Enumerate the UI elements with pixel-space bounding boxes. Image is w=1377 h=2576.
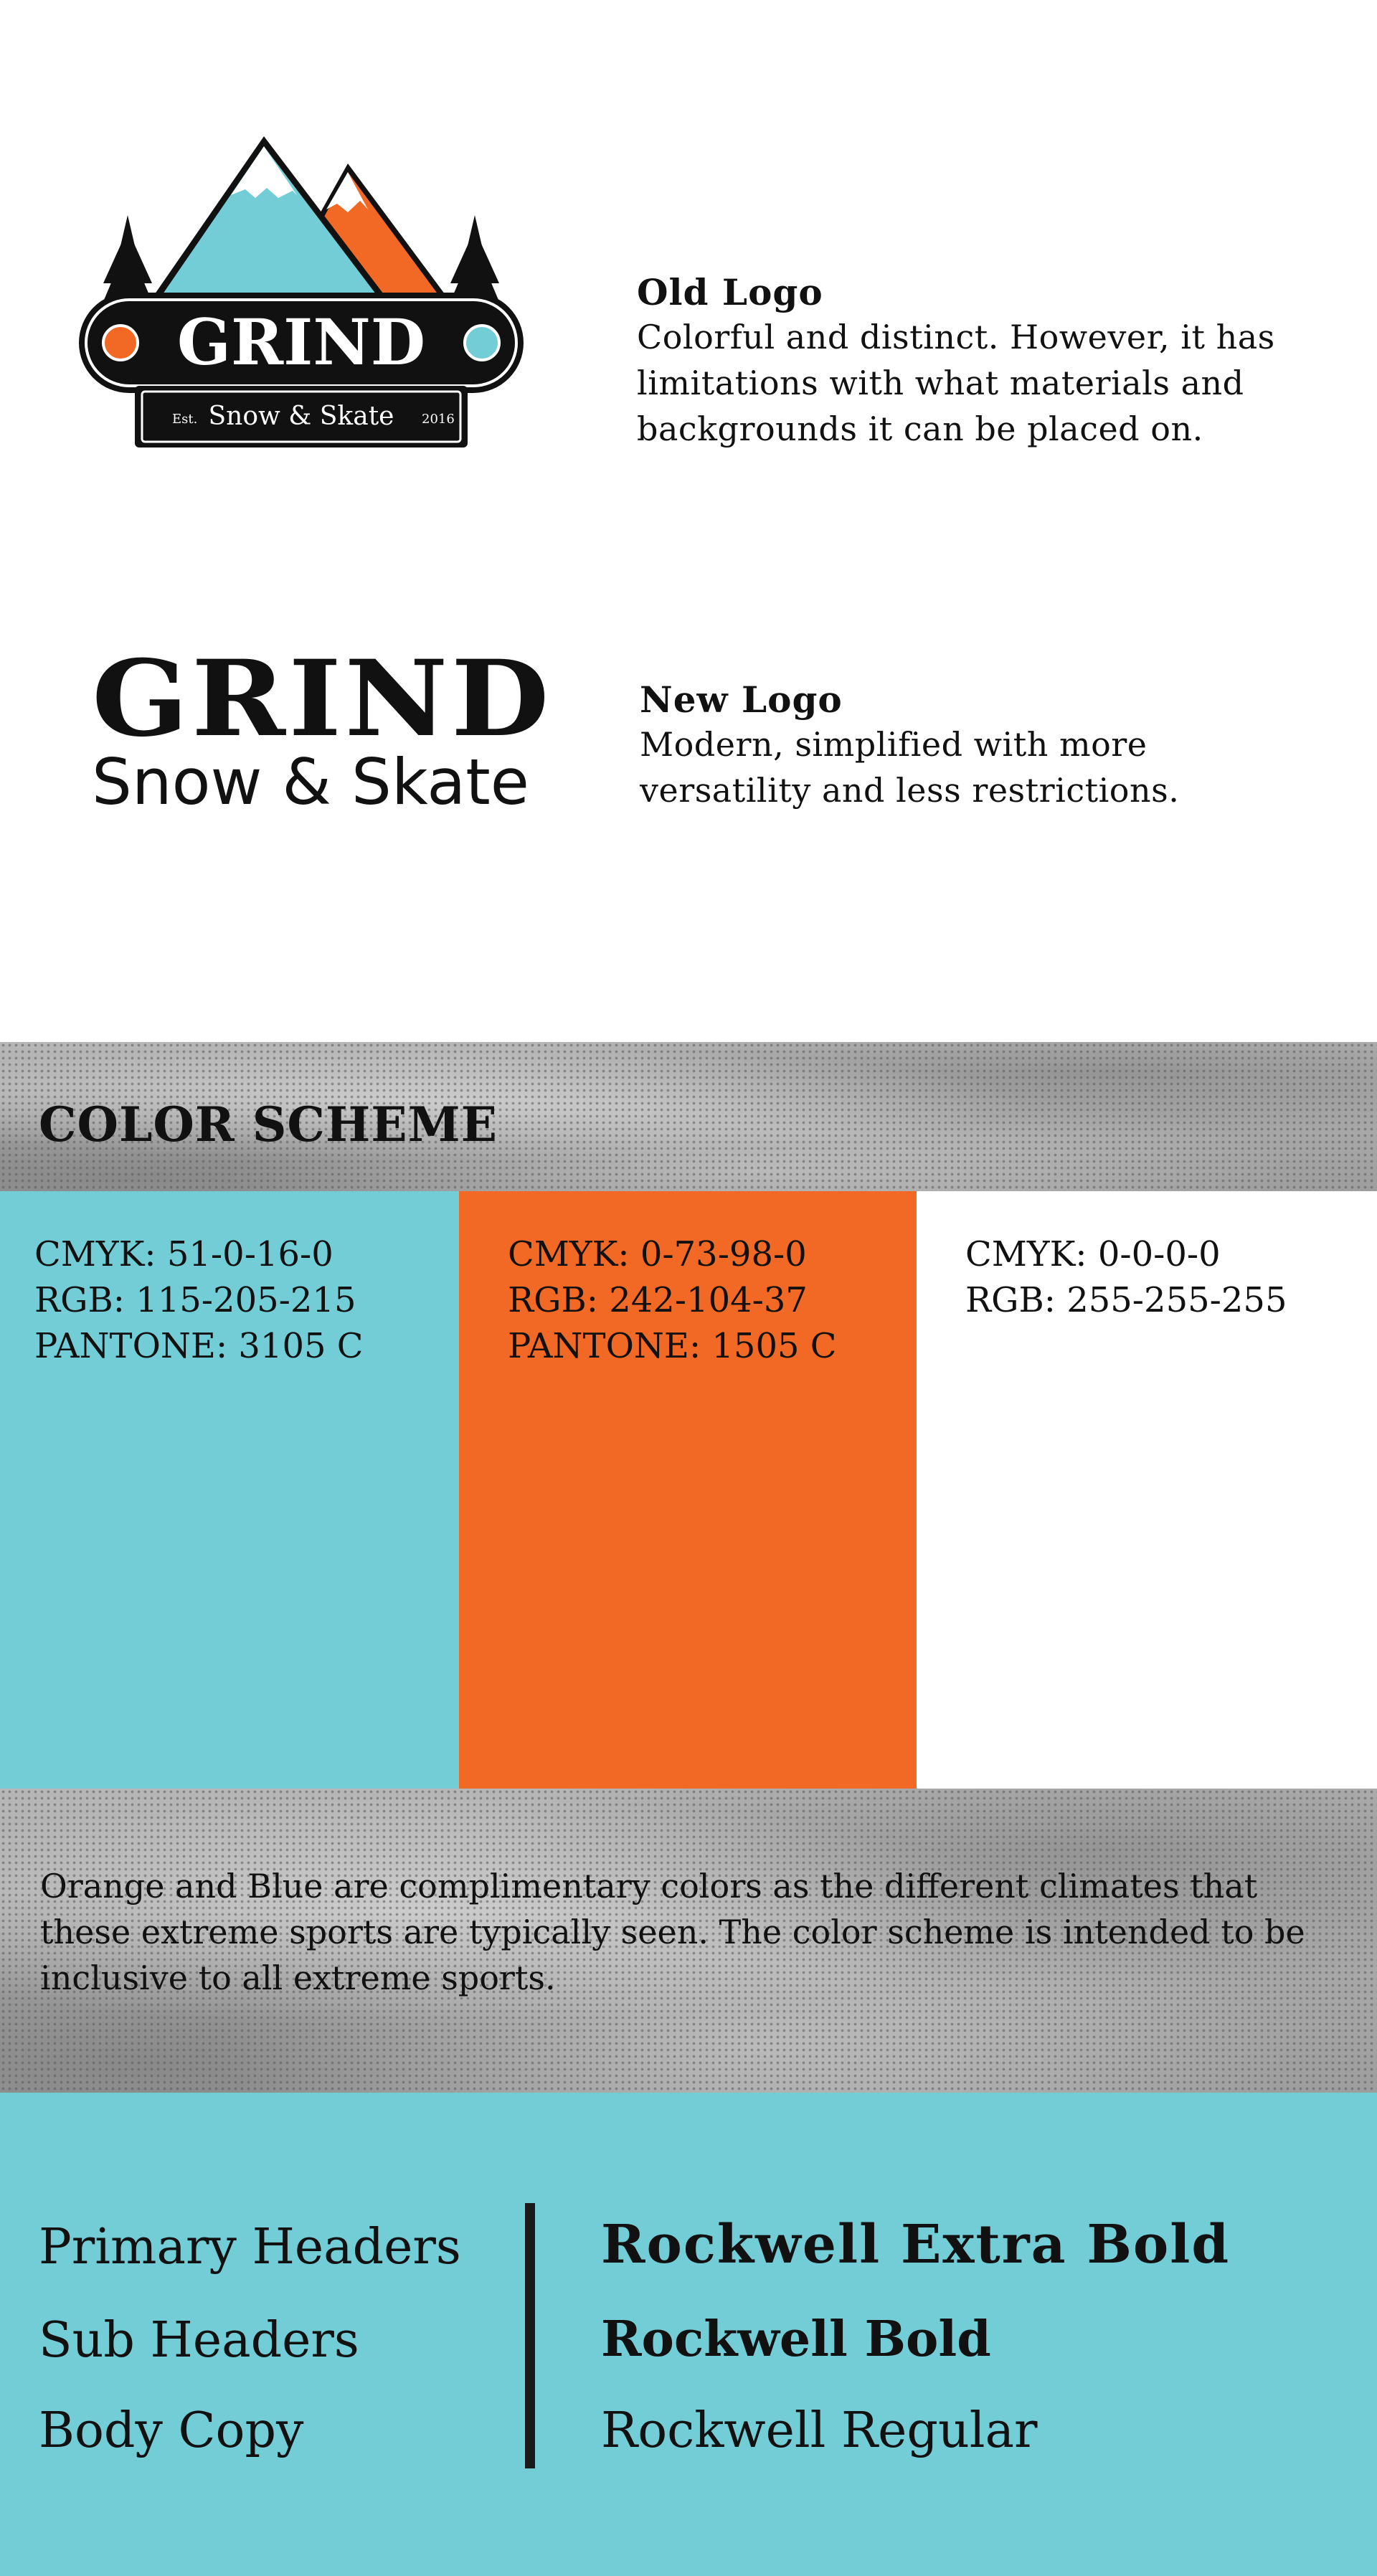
old-logo-tagline: Snow & Skate [208, 402, 394, 431]
new-logo-description [640, 678, 1328, 813]
swatch-blue [0, 1191, 459, 1789]
new-logo-title: New Logo [640, 678, 843, 721]
body-copy-font: Rockwell Regular [601, 2402, 1038, 2459]
swatch-white [917, 1191, 1377, 1789]
swatch-orange [459, 1191, 917, 1789]
old-logo-year: 2016 [422, 412, 455, 427]
new-logo-wordmark [92, 638, 552, 819]
orange-dot-icon [103, 326, 138, 360]
blue-dot-icon [465, 326, 499, 360]
swatch-orange-rgb: RGB: 242-104-37 [508, 1280, 808, 1320]
color-scheme-heading: COLOR SCHEME [39, 1097, 498, 1152]
typography-section [0, 2093, 1377, 2576]
sub-headers-font: Rockwell Bold [601, 2311, 991, 2368]
new-logo-grind: GRIND [92, 638, 552, 760]
swatch-orange-cmyk: CMYK: 0-73-98-0 [508, 1234, 807, 1274]
snowboard-banner-icon [79, 293, 524, 393]
tagline-plate [135, 386, 468, 448]
swatch-blue-rgb: RGB: 115-205-215 [34, 1280, 356, 1320]
sub-headers-label: Sub Headers [39, 2312, 359, 2369]
old-logo-wordmark: GRIND [176, 305, 426, 379]
new-logo-body: Modern, simplified with more versatility and less restrictions. [640, 725, 1180, 810]
old-logo-description [637, 271, 1325, 452]
old-logo-body: Colorful and distinct. However, it has limitations with what materials and backgrounds it can be placed on. [637, 318, 1275, 448]
typography-divider [525, 2203, 535, 2468]
color-scheme-note: Orange and Blue are complimentary colors as the different climates that these extreme sports are typically seen. The color scheme is intended to be inclusive to all extreme sports. [40, 1867, 1305, 1997]
swatch-white-cmyk: CMYK: 0-0-0-0 [965, 1234, 1221, 1274]
swatch-blue-pantone: PANTONE: 3105 C [34, 1326, 364, 1366]
primary-headers-font: Rockwell Extra Bold [601, 2214, 1231, 2276]
old-logo-title: Old Logo [637, 271, 823, 313]
swatch-white-rgb: RGB: 255-255-255 [965, 1280, 1287, 1320]
old-logo-est: Est. [172, 412, 198, 427]
primary-headers-label: Primary Headers [39, 2219, 461, 2276]
new-logo-tagline: Snow & Skate [92, 745, 529, 819]
swatch-orange-pantone: PANTONE: 1505 C [508, 1326, 837, 1366]
swatch-blue-cmyk: CMYK: 51-0-16-0 [34, 1234, 333, 1274]
old-logo-image [79, 129, 524, 459]
body-copy-label: Body Copy [39, 2402, 304, 2459]
